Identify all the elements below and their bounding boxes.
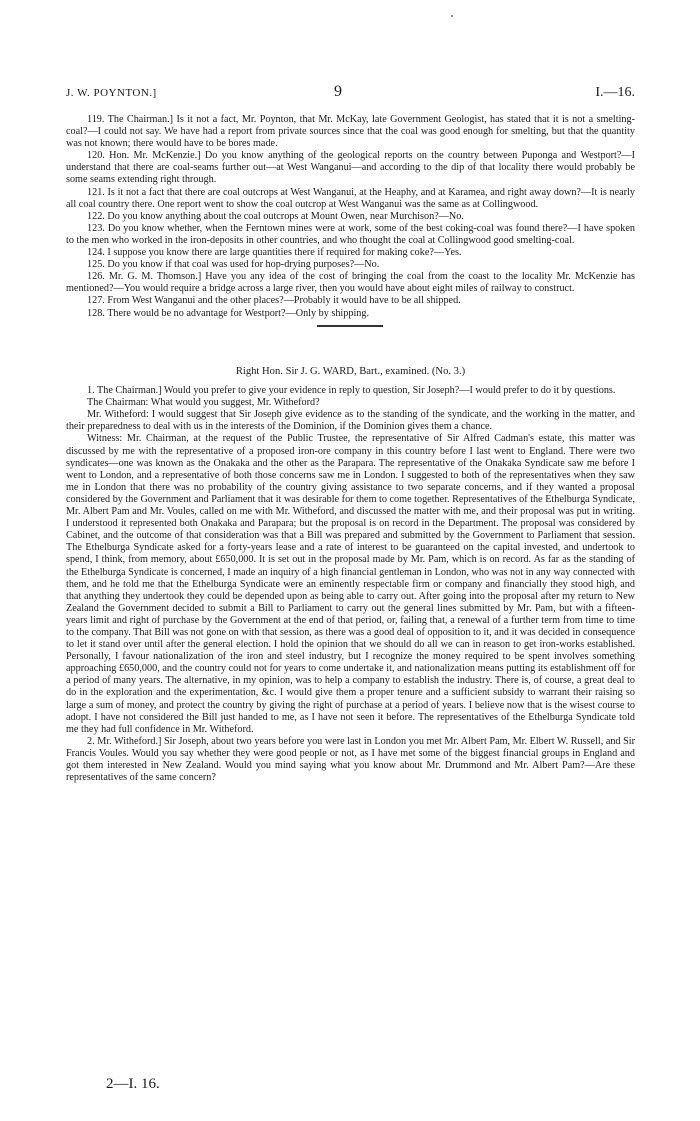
witness-name-header: J. W. POYNTON.] (66, 87, 157, 99)
question-126: 126. Mr. G. M. Thomson.] Have you any idea of the cost of bringing the coal from the coast to the locality Mr. McKenzie has mentioned?—You would require a bridge across a large river, then you would have about eight miles of railway to construct. (66, 271, 635, 295)
section-divider (317, 325, 383, 327)
question-123: 123. Do you know whether, when the Ferntown mines were at work, some of the best coking-coal was found there?—I have spoken to the men who worked in the iron-deposits in other countries, and who thought the coal at Collingwood good smelting-coal. (66, 222, 635, 246)
poynton-evidence (66, 114, 635, 320)
question-119: 119. The Chairman.] Is it not a fact, Mr. Poynton, that Mr. McKay, late Government Geologist, has stated that it is not a smelting-coal?—I could not say. We have had a report from private sources since that the coal was good enough for smelting, but that the quantity was not known; there would have to be bores made. (66, 114, 635, 150)
question-125: 125. Do you know if that coal was used for hop-drying purposes?—No. (87, 259, 380, 271)
signature-footer: 2—I. 16. (106, 1076, 160, 1092)
paper-reference: I.—16. (595, 85, 635, 100)
question-124: 124. I suppose you know there are large quantities there if required for making coke?—Yes. (87, 247, 462, 259)
question-120: 120. Hon. Mr. McKenzie.] Do you know anything of the geological reports on the country between Puponga and Westport?—I understand that there are coal-seams further out—at West Wanganui—and according to the dip of that locality there would probably be some seams extending right through. (66, 150, 635, 186)
chairman-remark: The Chairman: What would you suggest, Mr. Witheford? (87, 397, 320, 409)
question-1: 1. The Chairman.] Would you prefer to give your evidence in reply to question, Sir Joseph?—I would prefer to do it by questions. (87, 385, 616, 397)
question-122: 122. Do you know anything about the coal outcrops at Mount Owen, near Murchison?—No. (87, 210, 464, 222)
question-2: 2. Mr. Witheford.] Sir Joseph, about two years before you were last in London you met Mr. Albert Pam, Mr. Elbert W. Russell, and Sir Francis Voules. Would you say whether they were good people or not, as I have met some of the biggest financial groups in England and got them interested in New Zealand. Would you mind saying what you know about Mr. Drummond and Mr. Albert Pam?—Are these representatives of the same concern? (66, 735, 635, 784)
question-127: 127. From West Wanganui and the other places?—Probably it would have to be all shipped. (87, 295, 461, 307)
section-heading: Right Hon. Sir J. G. WARD, Bart., examined. (No. 3.) (235, 366, 466, 377)
scan-speck (451, 15, 453, 17)
question-128: 128. There would be no advantage for Westport?—Only by shipping. (87, 307, 370, 319)
page-number: 9 (334, 83, 342, 100)
witheford-remark: Mr. Witheford: I would suggest that Sir Joseph give evidence as to the standing of the syndicate, and the working in the matter, and their preparedness to deal with us in the interests of the Dominion, if the Dominion gives them a chance. (66, 409, 635, 433)
ward-evidence (66, 366, 635, 784)
page-header (66, 83, 635, 103)
witness-statement: Witness: Mr. Chairman, at the request of the Public Trustee, the representative of Sir Alfred Cadman's estate, this matter was discussed by me with the representative of a proposed iron-ore company in this country before I last went to England. There were two syndicates—one was known as the Onakaka and the other as the Parapara. The representative of the Onakaka Syndicate saw me before I went to London, and a representative of both those concerns saw me in London. I suggested to both of the representatives when they saw me in London that there was no probability of the country giving assistance to two separate concerns, and if they wanted a proposal considered by the Government and Parliament that it was desirable for them to come together. Representatives of the Ethelburga Syndicate, Mr. Albert Pam and Mr. Voules, called on me with Mr. Witheford, and discussed the matter with me, and their proposal was put in writing. I understood it represented both Onakaka and Parapara; but the proposal is on record in the Department. The proposal was considered by Cabinet, and the outcome of that consideration was that a Bill was prepared and submitted by the Government to Parliament that session. The Ethelburga Syndicate asked for a forty-years lease and a rate of interest to be guaranteed on the capital invested, and undertook to spend, I think, from memory, about £650,000. It is set out in the proposal made by Mr. Pam, which is on record. As far as the standing of the Ethelburga Syndicate is concerned, I made an inquiry of a high financial gentleman in London, who was not in any way connected with them, and he told me that the Ethelburga Syndicate were an eminently respectable firm or company and financially they stood high, and that anything they undertook they could be depended upon as being able to carry out. After going into the proposal after my return to New Zealand the Government decided to submit a Bill to Parliament to carry out the general lines submitted by Mr. Pam, but with a fifteen-years limit and right of purchase by the Government at the end of that period, or, failing that, a renewal of a further term from time to time to the company. That Bill was not gone on with that session, as there was a good deal of opposition to it, and it was decided in consequence to let it stand over until after the general election. I hold the opinion that we should do all we can in reason to get iron-works established. Personally, I favour nationalization of the iron and steel industry, but I recognize the money required to be spent involves something approaching £650,000, and the country could not for years to come undertake it, and nationalization means putting its establishment off for a period of many years. The alternative, in my opinion, was to help a company to establish the industry. There is, of course, a great deal to do in the exploration and the experimentation, &c. I would give them a proper tenure and a sufficient subsidy to warrant their raising so large a sum of money, and protect the country by giving the right of purchase at a period of years. I believe now that is the wisest course to adopt. I have not considered the Bill just handed to me, as I have not seen it before. The representatives of the Ethelburga Syndicate told me they had full confidence in Mr. Witheford. (66, 433, 635, 735)
question-121: 121. Is it not a fact that there are coal outcrops at West Wanganui, at the Heaphy, and at Karamea, and right away down?—It is nearly all coal country there. One report went to show the coal outcrop at West Wanganui was the same as at Collingwood. (66, 186, 635, 210)
